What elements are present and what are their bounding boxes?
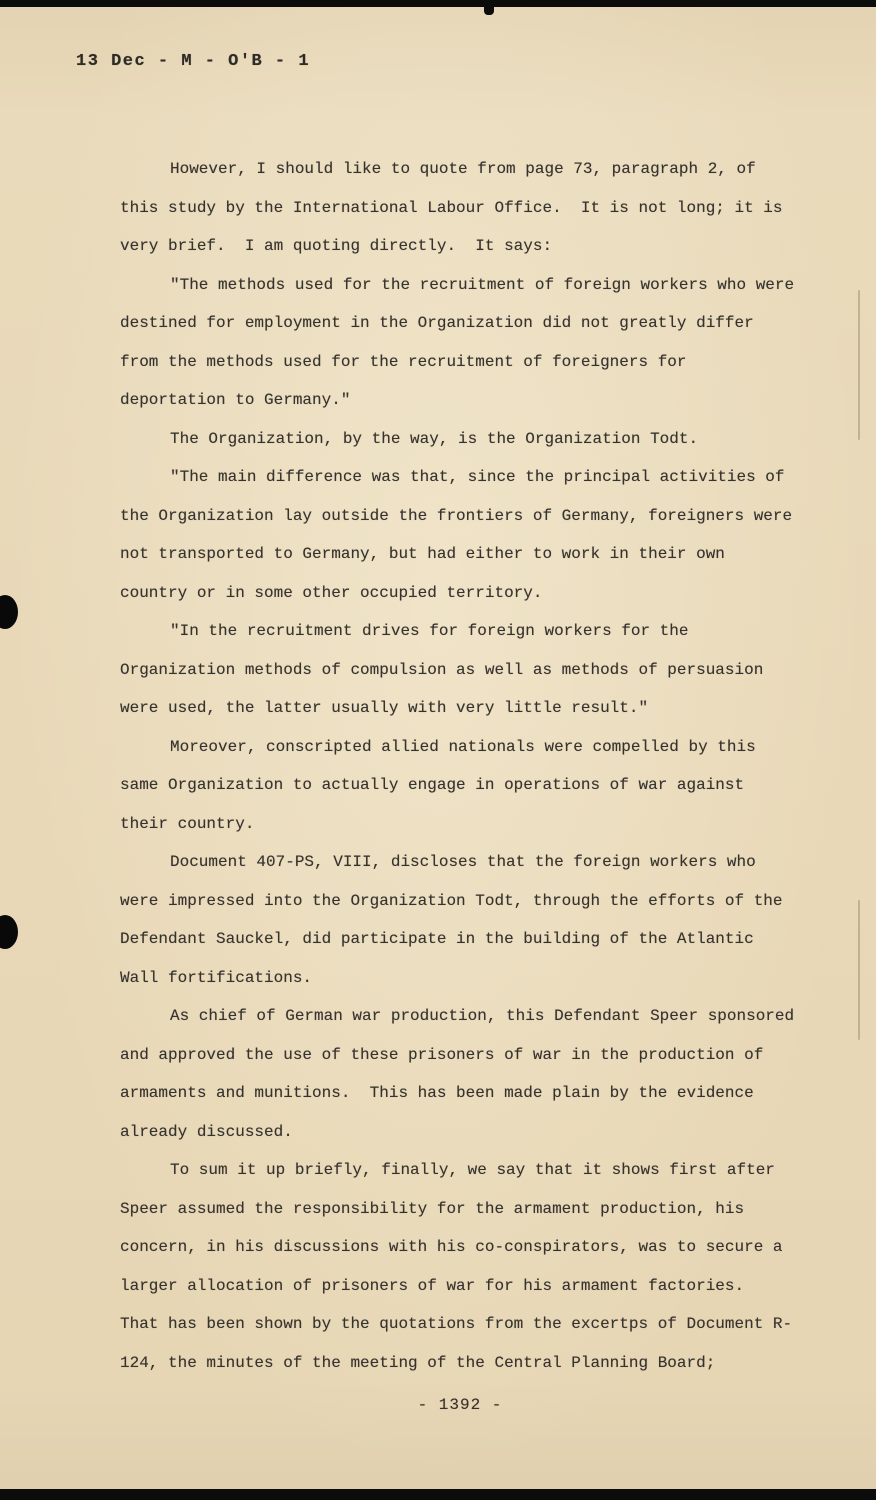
paragraph: "In the recruitment drives for foreign workers for the Organization methods of compulsion as well as methods of persuasion were used, the latter usually with very little result."	[120, 622, 773, 717]
scan-edge-bottom	[0, 1489, 876, 1500]
paragraph: "The main difference was that, since the principal activities of the Organization lay outside the frontiers of Germany, foreigners were not transported to Germany, but had either to work in their own country or in some other occupied territory.	[120, 468, 802, 602]
paragraph: Moreover, conscripted allied nationals were compelled by this same Organization to actually engage in operations of war against their country.	[120, 737, 766, 833]
page-number: - 1392 -	[417, 1396, 503, 1414]
paragraph: To sum it up briefly, finally, we say that it shows first after Speer assumed the responsibility for the armament production, his concern, in his discussions with his co-conspirators, was to secure a larger allocation of prisoners of war for his armament factories. That has been shown by the quotations from the excertps of Document R-124, the minutes of the meeting of the Central Planning Board;	[120, 1161, 793, 1372]
paper-crease-top	[858, 290, 860, 440]
paragraph: As chief of German war production, this Defendant Speer sponsored and approved the use of these prisoners of war in the production of armaments and munitions. This has been made plain by the evidence already discussed.	[120, 1007, 804, 1141]
paragraph: Document 407-PS, VIII, discloses that the foreign workers who were impressed into the Organization Todt, through the efforts of the Defendant Sauckel, did participate in the building of the Atlantic Wall fortifications.	[120, 853, 793, 987]
document-body	[120, 150, 804, 1382]
paper-crease-bottom	[858, 900, 860, 1040]
page-header: 13 Dec - M - O'B - 1	[76, 52, 311, 71]
paragraph: "The methods used for the recruitment of foreign workers who were destined for employment in the Organization did not greatly differ from the methods used for the recruitment of foreigners for deportation to Germany."	[120, 275, 804, 409]
scan-edge-notch	[484, 6, 494, 15]
paragraph: However, I should like to quote from page 73, paragraph 2, of this study by the International Labour Office. It is not long; it is very brief. I am quoting directly. It says:	[120, 160, 793, 255]
hole-punch-bottom	[0, 915, 18, 949]
paragraph: The Organization, by the way, is the Organization Todt.	[170, 429, 699, 448]
hole-punch-top	[0, 595, 18, 629]
scan-edge-top	[0, 0, 876, 7]
